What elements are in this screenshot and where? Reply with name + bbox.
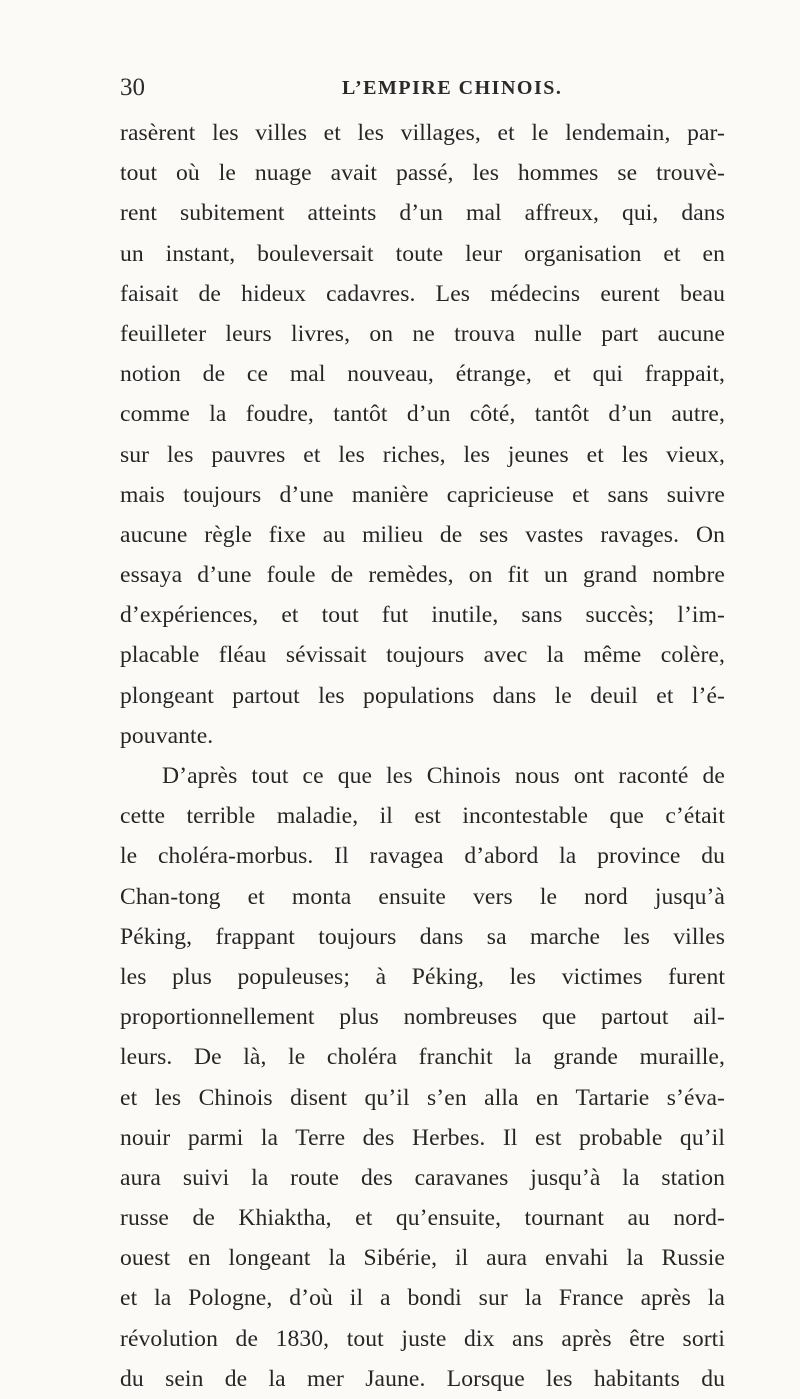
text-line: cette terrible maladie, il est incontestable que c’était: [120, 803, 725, 830]
text-line: Péking, frappant toujours dans sa marche les villes: [120, 923, 725, 950]
body-text: [120, 113, 725, 1399]
running-head: [120, 68, 720, 108]
text-line: notion de ce mal nouveau, étrange, et qui frappait,: [120, 361, 725, 388]
running-title: L’EMPIRE CHINOIS.: [342, 77, 563, 99]
text-line: et la Pologne, d’où il a bondi sur la France après la: [120, 1285, 725, 1312]
text-line: d’expériences, et tout fut inutile, sans succès; l’im-: [120, 602, 725, 629]
text-line: nouir parmi la Terre des Herbes. Il est probable qu’il: [120, 1124, 725, 1151]
text-line: un instant, bouleversait toute leur organisation et en: [120, 240, 725, 267]
text-line: et les Chinois disent qu’il s’en alla en Tartarie s’éva-: [120, 1084, 725, 1111]
text-line: faisait de hideux cadavres. Les médecins eurent beau: [120, 280, 725, 307]
text-line: rasèrent les villes et les villages, et le lendemain, par-: [120, 120, 725, 146]
text-line-paragraph-end: pouvante.: [120, 722, 214, 749]
text-line: aura suivi la route des caravanes jusqu’à la station: [120, 1164, 725, 1191]
text-line: feuilleter leurs livres, on ne trouva nulle part aucune: [120, 320, 725, 347]
text-line: mais toujours d’une manière capricieuse et sans suivre: [120, 481, 725, 508]
text-line: leurs. De là, le choléra franchit la grande muraille,: [120, 1044, 725, 1071]
text-line: sur les pauvres et les riches, les jeunes et les vieux,: [120, 441, 725, 468]
text-line: les plus populeuses; à Péking, les victimes furent: [120, 963, 725, 990]
text-line: essaya d’une foule de remèdes, on fit un grand nombre: [120, 562, 725, 589]
text-line: révolution de 1830, tout juste dix ans après être sorti: [120, 1325, 725, 1352]
text-line: ouest en longeant la Sibérie, il aura envahi la Russie: [120, 1245, 725, 1272]
text-line: tout où le nuage avait passé, les hommes se trouvè-: [120, 160, 725, 187]
text-line: comme la foudre, tantôt d’un côté, tantôt d’un autre,: [120, 401, 725, 428]
text-line: le choléra-morbus. Il ravagea d’abord la province du: [120, 843, 725, 870]
text-line: rent subitement atteints d’un mal affreux, qui, dans: [120, 200, 725, 227]
text-line: placable fléau sévissait toujours avec la même colère,: [120, 642, 725, 669]
text-line: plongeant partout les populations dans le deuil et l’é-: [120, 682, 725, 709]
page-number: 30: [120, 74, 145, 101]
text-line: du sein de la mer Jaune. Lorsque les habitants du: [120, 1365, 725, 1392]
text-line: aucune règle fixe au milieu de ses vastes ravages. On: [120, 521, 725, 548]
text-line: Chan-tong et monta ensuite vers le nord jusqu’à: [120, 883, 725, 910]
text-line: proportionnellement plus nombreuses que partout ail-: [120, 1004, 725, 1031]
text-line: russe de Khiaktha, et qu’ensuite, tournant au nord-: [120, 1205, 725, 1232]
text-line-paragraph-start: D’après tout ce que les Chinois nous ont raconté de: [162, 763, 725, 789]
